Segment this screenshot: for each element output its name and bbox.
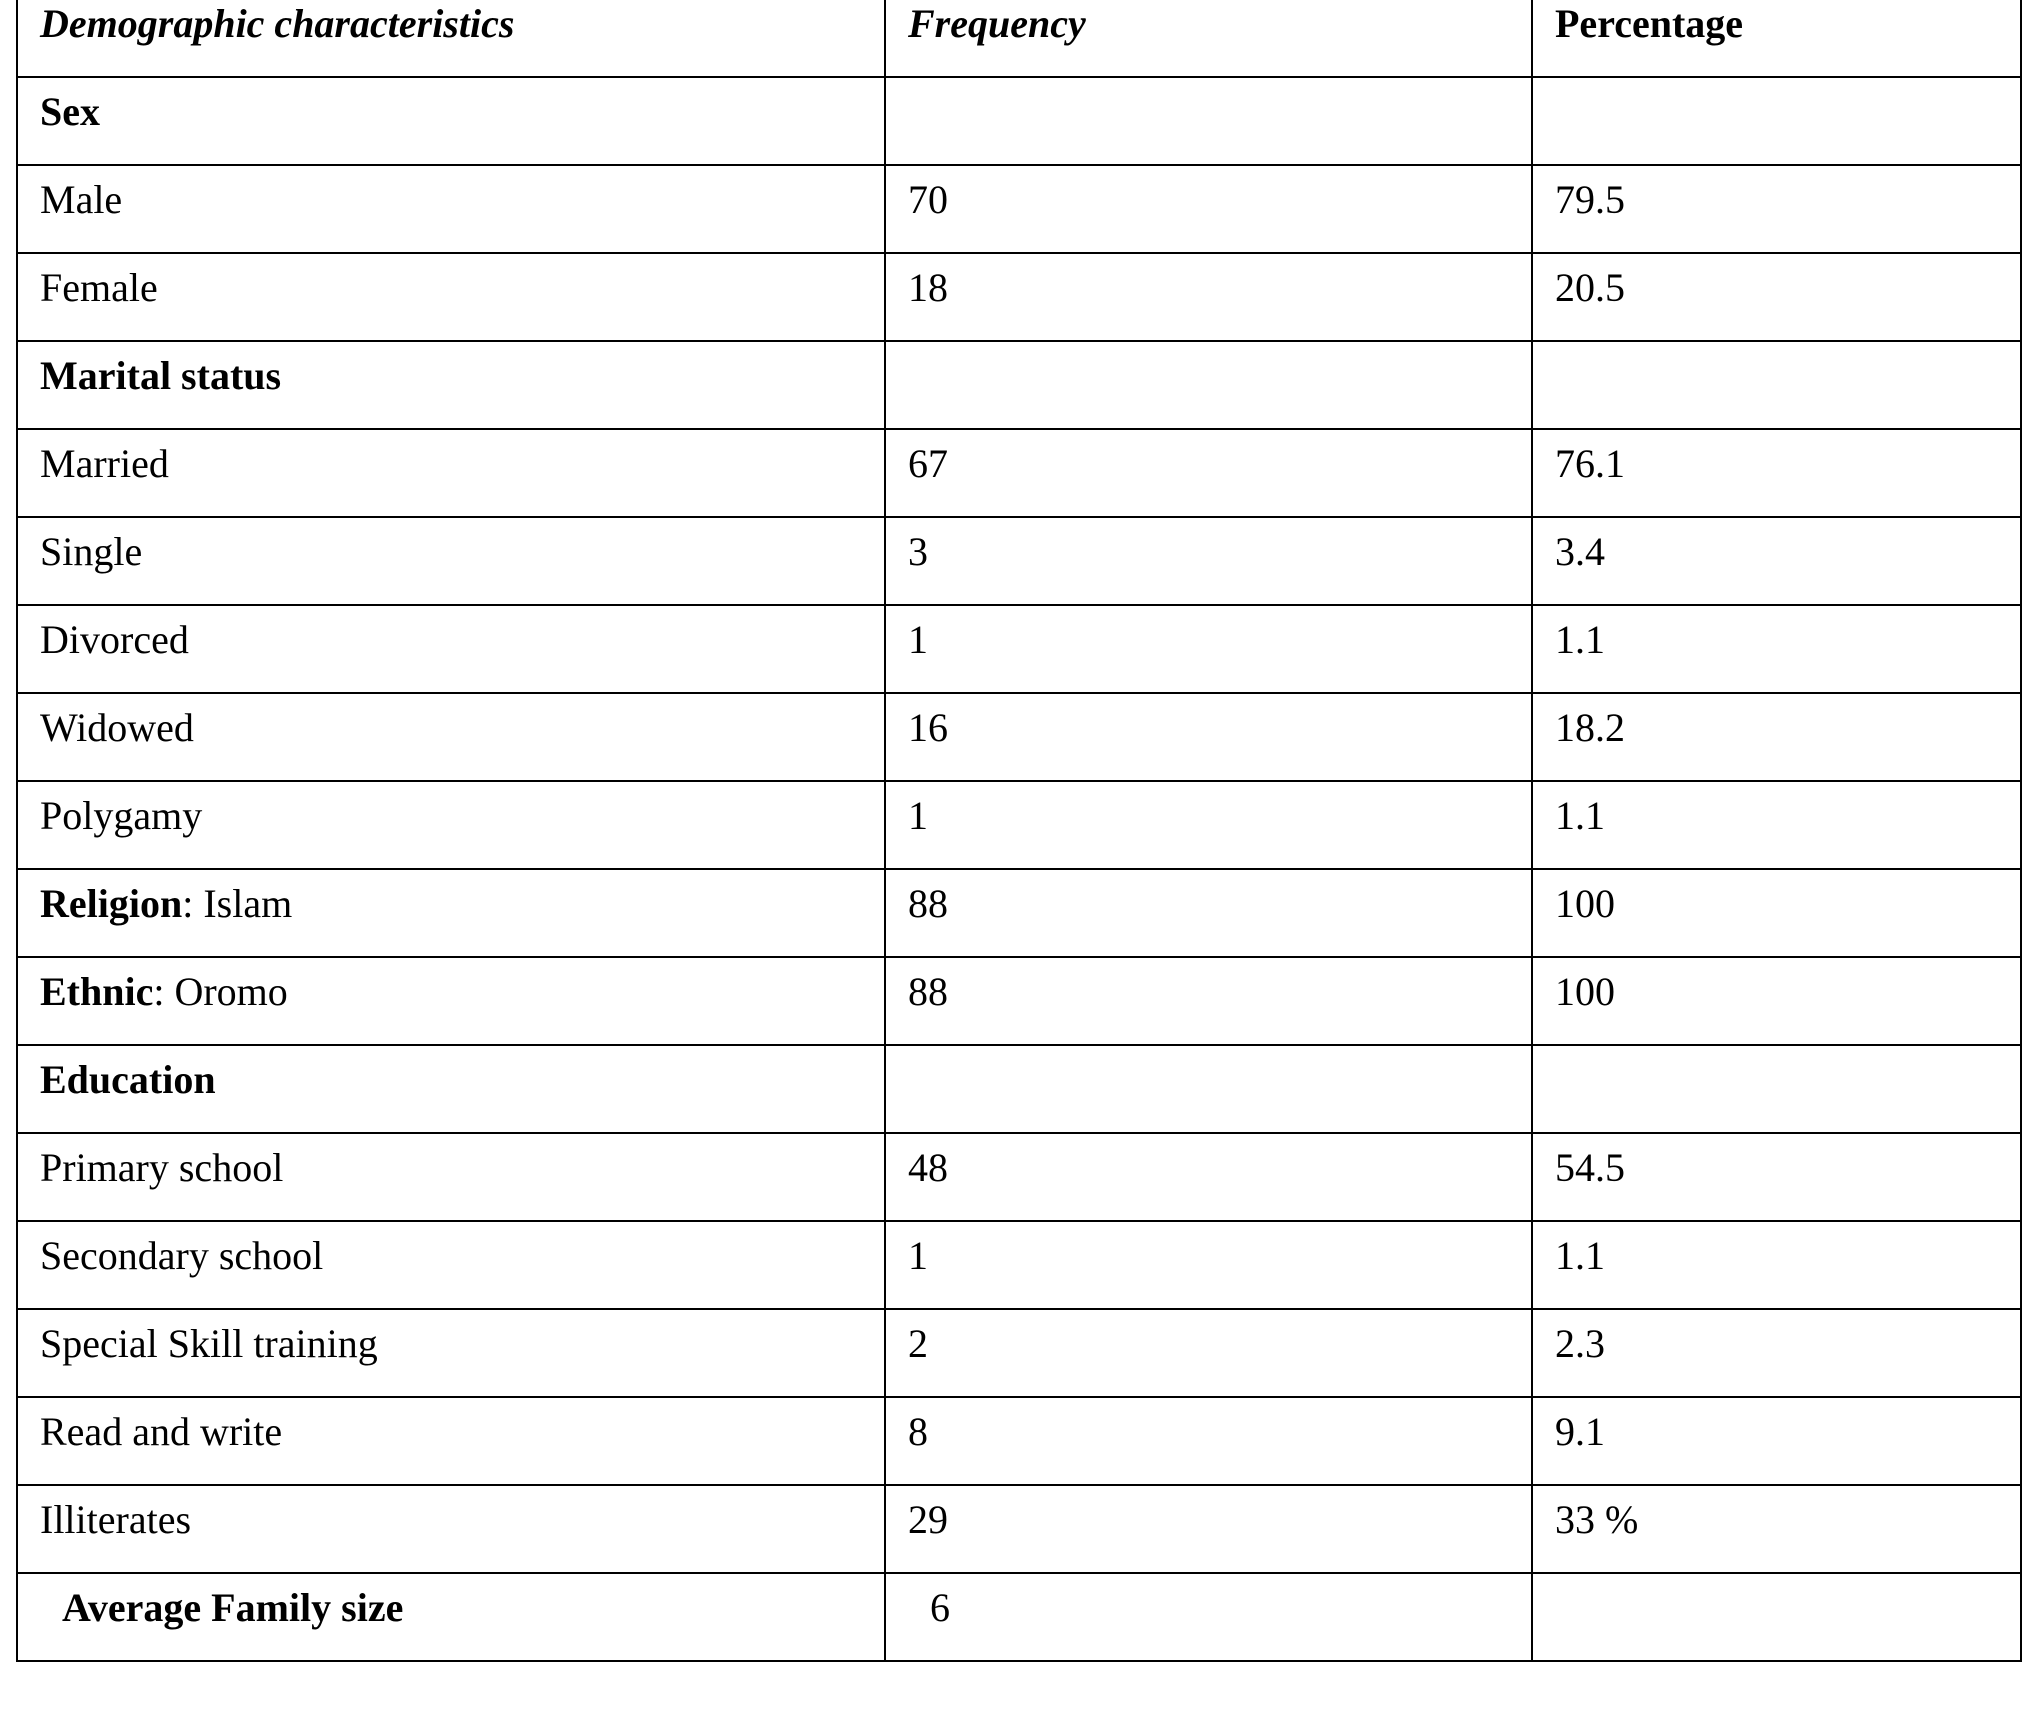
table-header-row [17,0,2021,77]
characteristic-category-label: Ethnic [40,969,154,1014]
characteristic-category-label: Religion [40,881,183,926]
demographics-table [16,0,2022,1662]
cell-frequency [885,341,1532,429]
table-row [17,1045,2021,1133]
cell-characteristic [17,781,885,869]
cell-percentage: 1.1 [1532,1221,2021,1309]
cell-frequency: 8 [885,1397,1532,1485]
characteristic-category-label: Marital status [40,353,282,398]
characteristic-category-label: Sex [40,89,100,134]
cell-characteristic [17,1045,885,1133]
cell-percentage: 2.3 [1532,1309,2021,1397]
table-row [17,957,2021,1045]
cell-characteristic [17,253,885,341]
cell-frequency: 1 [885,1221,1532,1309]
cell-frequency: 16 [885,693,1532,781]
cell-characteristic [17,605,885,693]
cell-percentage [1532,1573,2021,1661]
characteristic-label: Secondary school [40,1233,324,1278]
table-row [17,165,2021,253]
characteristic-label: Male [40,177,123,222]
cell-percentage: 100 [1532,957,2021,1045]
characteristic-label: : Islam [182,881,293,926]
cell-percentage: 54.5 [1532,1133,2021,1221]
cell-percentage: 9.1 [1532,1397,2021,1485]
cell-percentage: 76.1 [1532,429,2021,517]
table-row [17,1309,2021,1397]
table-row [17,253,2021,341]
cell-frequency: 1 [885,781,1532,869]
cell-frequency: 88 [885,869,1532,957]
cell-frequency: 67 [885,429,1532,517]
cell-percentage: 1.1 [1532,781,2021,869]
table-row [17,605,2021,693]
characteristic-label: Widowed [40,705,194,750]
cell-characteristic [17,1485,885,1573]
cell-characteristic [17,165,885,253]
table-row [17,77,2021,165]
table-row [17,781,2021,869]
characteristic-label: Female [40,265,158,310]
table-row [17,1397,2021,1485]
cell-frequency [885,77,1532,165]
table-row [17,869,2021,957]
cell-frequency: 88 [885,957,1532,1045]
cell-percentage: 79.5 [1532,165,2021,253]
characteristic-label: Polygamy [40,793,203,838]
cell-frequency: 29 [885,1485,1532,1573]
cell-characteristic [17,1573,885,1661]
cell-frequency: 1 [885,605,1532,693]
table-row [17,517,2021,605]
cell-percentage [1532,77,2021,165]
characteristic-label: Primary school [40,1145,284,1190]
table-row [17,1573,2021,1661]
table-row [17,341,2021,429]
cell-characteristic [17,1133,885,1221]
cell-characteristic [17,1397,885,1485]
cell-percentage: 3.4 [1532,517,2021,605]
cell-percentage: 18.2 [1532,693,2021,781]
cell-frequency: 2 [885,1309,1532,1397]
cell-frequency: 3 [885,517,1532,605]
characteristic-label: Read and write [40,1409,283,1454]
table-body [17,77,2021,1661]
header-frequency: Frequency [885,0,1532,77]
cell-percentage [1532,1045,2021,1133]
cell-characteristic [17,693,885,781]
characteristic-label: Divorced [40,617,189,662]
cell-percentage: 1.1 [1532,605,2021,693]
cell-characteristic [17,957,885,1045]
characteristic-label: Married [40,441,169,486]
characteristic-category-label: Average Family size [62,1585,404,1630]
cell-percentage [1532,341,2021,429]
table-row [17,1133,2021,1221]
cell-characteristic [17,869,885,957]
cell-frequency: 48 [885,1133,1532,1221]
cell-characteristic [17,341,885,429]
cell-characteristic [17,1221,885,1309]
characteristic-label: Special Skill training [40,1321,378,1366]
characteristic-label: : Oromo [153,969,288,1014]
table-row [17,429,2021,517]
cell-frequency: 70 [885,165,1532,253]
cell-characteristic [17,77,885,165]
table-row [17,1485,2021,1573]
demographics-table-container [16,0,2020,1662]
cell-frequency: 18 [885,253,1532,341]
characteristic-label: Single [40,529,143,574]
cell-percentage: 33 % [1532,1485,2021,1573]
cell-frequency: 6 [885,1573,1532,1661]
table-row [17,693,2021,781]
cell-characteristic [17,517,885,605]
cell-frequency [885,1045,1532,1133]
header-demographic-characteristics: Demographic characteristics [17,0,885,77]
characteristic-category-label: Education [40,1057,216,1102]
characteristic-label: Illiterates [40,1497,192,1542]
cell-percentage: 20.5 [1532,253,2021,341]
cell-characteristic [17,429,885,517]
header-percentage: Percentage [1532,0,2021,77]
cell-percentage: 100 [1532,869,2021,957]
cell-characteristic [17,1309,885,1397]
table-row [17,1221,2021,1309]
